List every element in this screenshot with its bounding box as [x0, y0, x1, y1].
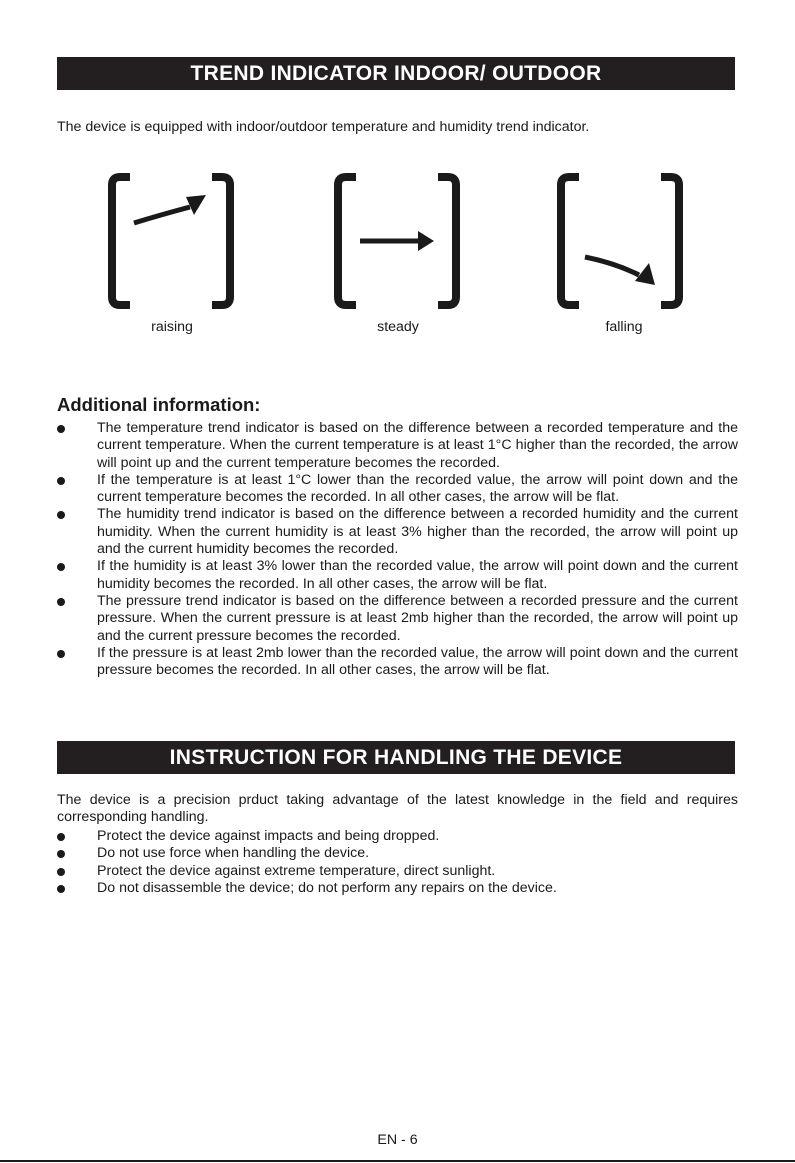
arrow-up-right-icon: [108, 171, 234, 311]
list-item-text: If the humidity is at least 3% lower than the recorded value, the arrow will point down and the current humidity becomes the recorded. In all other cases, the arrow will be flat.: [97, 558, 738, 592]
list-item: [0, 863, 738, 880]
bullet-icon: [57, 850, 65, 858]
additional-info-list: [0, 420, 795, 679]
bullet-icon: [57, 868, 65, 876]
additional-info-heading: Additional information:: [57, 394, 261, 415]
bottom-rule: [0, 1160, 795, 1162]
bullet-icon: [57, 563, 65, 571]
arrow-right-icon: [334, 171, 460, 311]
bullet-icon: [57, 598, 65, 606]
trend-label-falling: falling: [605, 319, 643, 335]
list-item: [0, 420, 738, 472]
section-title-trend-indicator: TREND INDICATOR INDOOR/ OUTDOOR: [57, 57, 735, 90]
list-item-text: Protect the device against impacts and being dropped.: [97, 828, 440, 844]
bullet-icon: [57, 477, 65, 485]
page-number: EN - 6: [377, 1132, 418, 1148]
list-item: [0, 828, 738, 845]
list-item: [0, 845, 738, 862]
trend-label-raising: raising: [151, 319, 193, 335]
list-item: [0, 472, 738, 507]
list-item-text: The humidity trend indicator is based on the difference between a recorded humidity and the current humidity. When the current humidity is at least 3% higher than the recorded, the arrow will point up and the current humidity becomes the recorded.: [97, 506, 738, 558]
list-item-text: Do not disassemble the device; do not perform any repairs on the device.: [97, 879, 557, 896]
list-item-text: Protect the device against extreme temperature, direct sunlight.: [97, 862, 496, 879]
list-item: [0, 880, 738, 897]
list-item: [0, 558, 738, 593]
list-item-text: Do not use force when handling the device.: [97, 845, 370, 862]
list-item: [0, 593, 738, 645]
arrow-down-right-icon: [557, 171, 683, 311]
list-item-text: The temperature trend indicator is based on the difference between a recorded temperature and the current temperature. When the current temperature is at least 1°C higher than the recorded, the arrow will point up and the current temperature becomes the recorded.: [97, 420, 738, 471]
list-item-text: If the temperature is at least 1°C lower than the recorded value, the arrow will point down and the current temperature becomes the recorded. In all other cases, the arrow will be flat.: [97, 471, 738, 506]
trend-intro-text: The device is equipped with indoor/outdoor temperature and humidity trend indicator.: [57, 119, 590, 135]
bullet-icon: [57, 885, 65, 893]
list-item: [0, 506, 738, 558]
list-item-text: The pressure trend indicator is based on the difference between a recorded pressure and the current pressure. When the current pressure is at least 2mb higher than the recorded, the arrow will point up and the current pressure becomes the recorded.: [97, 592, 738, 644]
bullet-icon: [57, 650, 65, 658]
handling-intro-text: The device is a precision prduct taking advantage of the latest knowledge in the field and requires corresponding handling.: [57, 792, 738, 826]
bullet-icon: [57, 833, 65, 841]
bullet-icon: [57, 511, 65, 519]
section-title-handling: INSTRUCTION FOR HANDLING THE DEVICE: [57, 741, 735, 774]
handling-list: [0, 828, 795, 897]
trend-label-steady: steady: [377, 319, 419, 335]
list-item-text: If the pressure is at least 2mb lower than the recorded value, the arrow will point down and the current pressure becomes the recorded. In all other cases, the arrow will be flat.: [97, 644, 738, 679]
list-item: [0, 645, 738, 680]
bullet-icon: [57, 425, 65, 433]
